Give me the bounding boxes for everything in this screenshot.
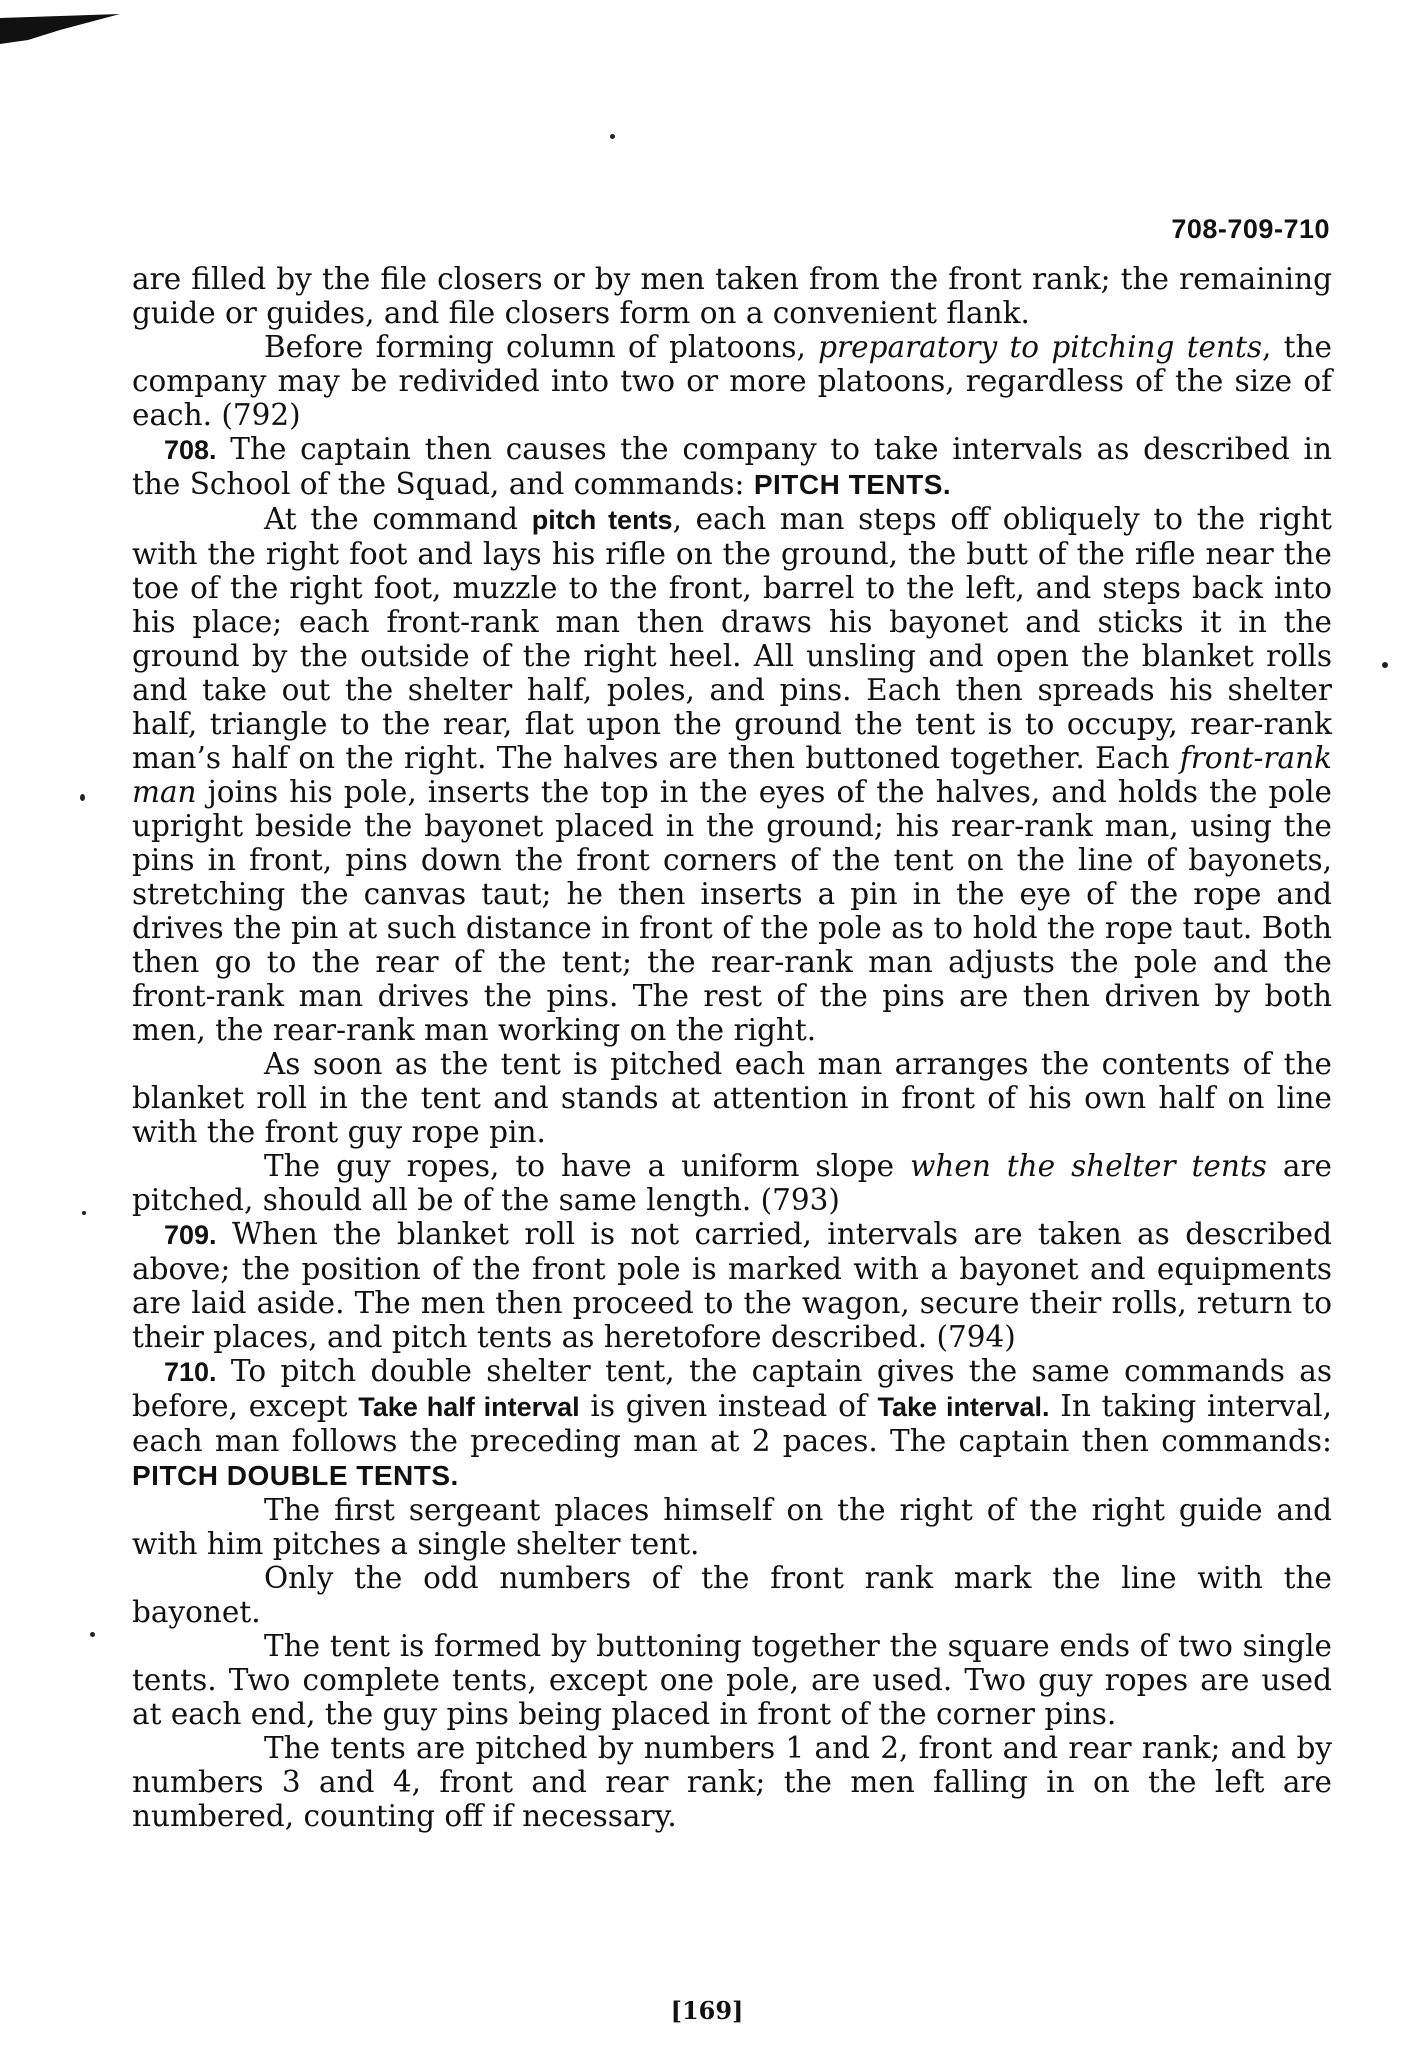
paragraph: The tents are pitched by numbers 1 and 2, front and rear rank; and by numbers 3 and 4, front and rear rank; the men falling in on the left are numbered, counting off if necessary. — [132, 1731, 1332, 1833]
paragraph: As soon as the tent is pitched each man arranges the contents of the blanket roll in the tent and stands at attention in front of his own half on line with the front guy rope pin. — [132, 1047, 1332, 1149]
scan-speck — [90, 1632, 95, 1637]
scan-edge-mark — [0, 0, 120, 60]
paragraph-number: 709. — [164, 1220, 217, 1250]
paragraph-708: 708. The captain then causes the company to take intervals as described in the School of the Squad, and commands: PITCH TENTS. — [132, 432, 1332, 501]
scan-speck — [1382, 662, 1388, 668]
paragraph: Only the odd numbers of the front rank mark the line with the bayonet. — [132, 1561, 1332, 1629]
paragraph: are filled by the file closers or by men taken from the front rank; the remaining guide or guides, and file closers form on a convenient flank. — [132, 262, 1332, 330]
paragraph: Before forming column of platoons, preparatory to pitching tents, the company may be redivided into two or more platoons, regardless of the size of each. (792) — [132, 330, 1332, 432]
running-head: 708-709-710 — [1171, 214, 1330, 244]
scan-speck — [80, 794, 85, 801]
paragraph-number: 710. — [164, 1357, 217, 1387]
body-text — [132, 262, 1332, 1833]
paragraph: The guy ropes, to have a uniform slope when the shelter tents are pitched, should all be of the same length. (793) — [132, 1149, 1332, 1217]
page-number: [169] — [670, 1996, 744, 2025]
paragraph: At the command pitch tents, each man steps off obliquely to the right with the right foot and lays his rifle on the ground, the butt of the rifle near the toe of the right foot, muzzle to the front, barrel to the left, and steps back into his place; each front-rank man then draws his bayonet and sticks it in the ground by the outside of the right heel. All unsling and open the blanket rolls and take out the shelter half, poles, and pins. Each then spreads his shelter half, triangle to the rear, flat upon the ground the tent is to occupy, rear-rank man’s half on the right. The halves are then buttoned together. Each front-rank man joins his pole, inserts the top in the eyes of the halves, and holds the pole upright beside the bayonet placed in the ground; his rear-rank man, using the pins in front, pins down the front corners of the tent on the line of bayonets, stretching the canvas taut; he then inserts a pin in the eye of the rope and drives the pin at such distance in front of the pole as to hold the rope taut. Both then go to the rear of the tent; the rear-rank man adjusts the pole and the front-rank man drives the pins. The rest of the pins are then driven by both men, the rear-rank man working on the right. — [132, 502, 1332, 1047]
command: PITCH TENTS. — [753, 469, 952, 500]
paragraph: The first sergeant places himself on the right of the right guide and with him pitches a single shelter tent. — [132, 1493, 1332, 1561]
paragraph-709: 709. When the blanket roll is not carried, intervals are taken as described above; the position of the front pole is marked with a bayonet and equipments are laid aside. The men then proceed to the wagon, secure their rolls, return to their places, and pitch tents as heretofore described. (794) — [132, 1217, 1332, 1354]
paragraph-number: 708. — [164, 435, 217, 465]
command: Take half interval — [358, 1392, 580, 1422]
command: PITCH DOUBLE TENTS. — [132, 1460, 459, 1491]
scan-speck — [82, 1211, 86, 1215]
scan-speck — [610, 134, 615, 139]
command: Take interval. — [877, 1392, 1050, 1422]
paragraph: The tent is formed by buttoning together the square ends of two single tents. Two complete tents, except one pole, are used. Two guy ropes are used at each end, the guy pins being placed in front of the corner pins. — [132, 1629, 1332, 1731]
command: pitch tents — [531, 505, 673, 535]
paragraph-710: 710. To pitch double shelter tent, the captain gives the same commands as before, except Take half interval is given instead of Take interval. In taking interval, each man follows the preceding man at 2 paces. The captain then commands: PITCH DOUBLE TENTS. — [132, 1354, 1332, 1491]
